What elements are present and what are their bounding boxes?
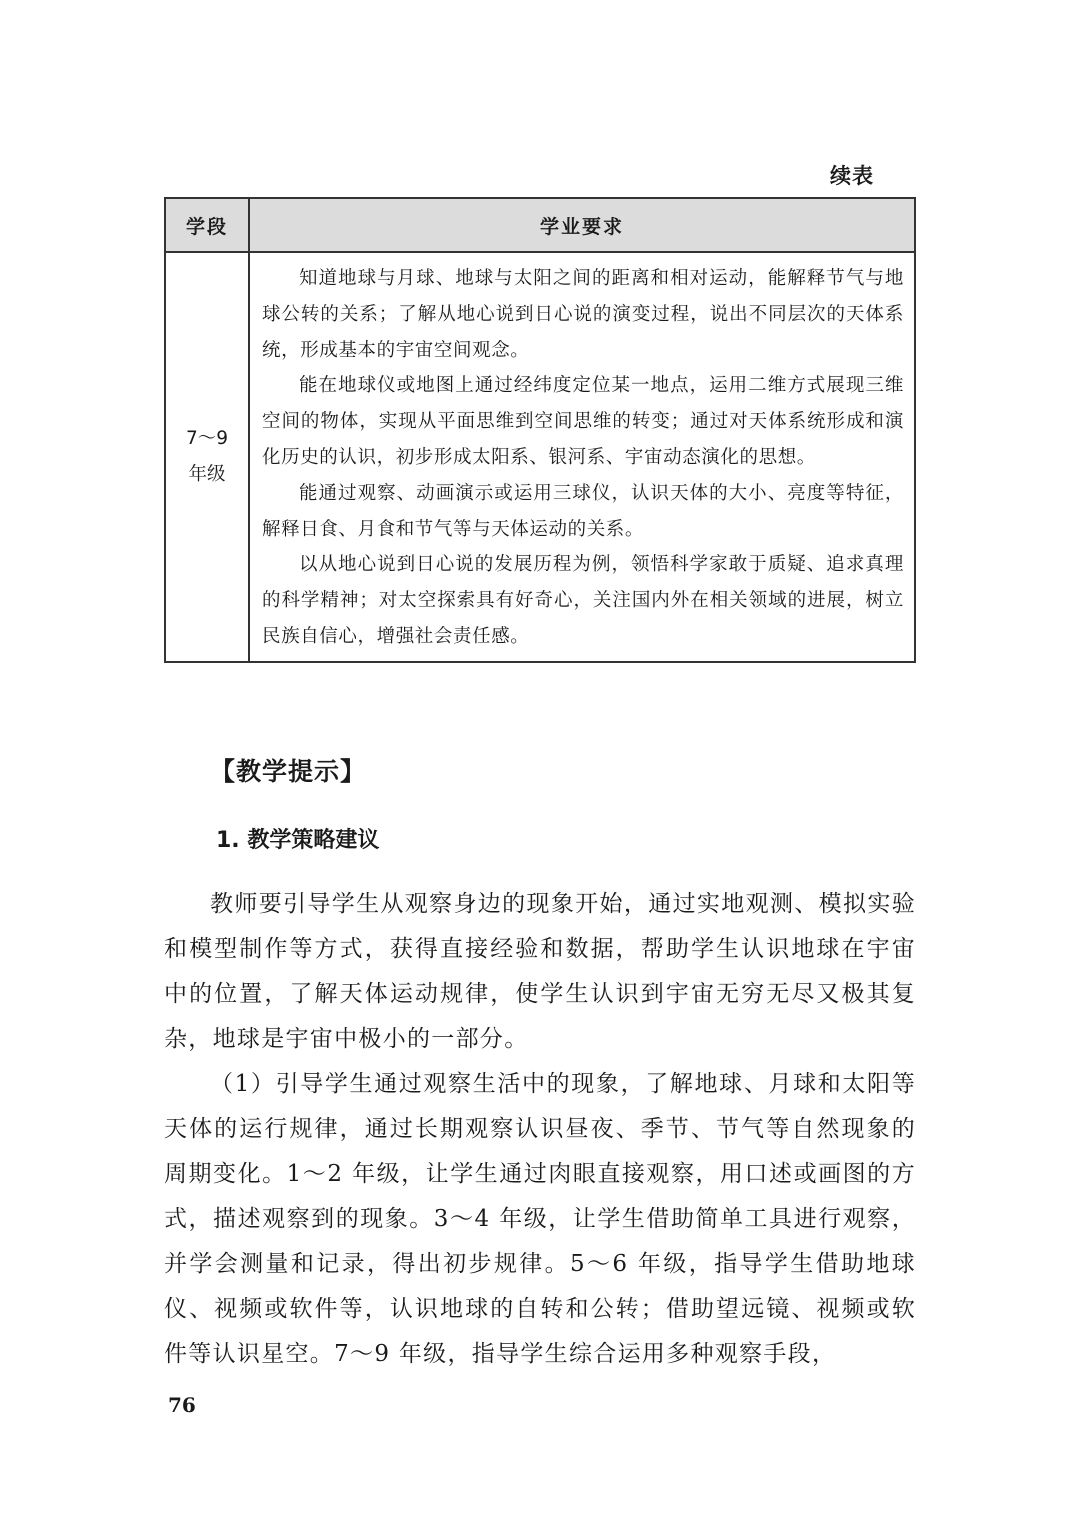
subsection-title-teaching-strategy: 1. 教学策略建议 — [216, 828, 380, 853]
requirement-paragraph-1: 知道地球与月球、地球与太阳之间的距离和相对运动，能解释节气与地球公转的关系；了解从地心说到日心说的演变过程，说出不同层次的天体系统，形成基本的宇宙空间观念。 — [262, 268, 904, 361]
body-text — [164, 882, 916, 1377]
requirement-paragraph-3: 能通过观察、动画演示或运用三球仪，认识天体的大小、亮度等特征，解释日食、月食和节气等与天体运动的关系。 — [262, 482, 904, 540]
body-paragraph-1: 教师要引导学生从观察身边的现象开始，通过实地观测、模拟实验和模型制作等方式，获得直接经验和数据，帮助学生认识地球在宇宙中的位置，了解天体运动规律，使学生认识到宇宙无穷无尽又极其复杂，地球是宇宙中极小的一部分。 — [164, 891, 916, 1052]
table-header-row — [165, 198, 915, 252]
page-number: 76 — [168, 1393, 196, 1417]
header-academic-requirements: 学业要求 — [249, 198, 915, 252]
grade-cell — [165, 252, 249, 662]
section-title-teaching-tips: 【教学提示】 — [210, 757, 367, 786]
grade-range: 7～9 — [185, 427, 229, 449]
requirement-paragraph-4: 以从地心说到日心说的发展历程为例，领悟科学家敢于质疑、追求真理的科学精神；对太空探索具有好奇心，关注国内外在相关领域的进展，树立民族自信心，增强社会责任感。 — [262, 554, 904, 647]
body-paragraph-2: （1）引导学生通过观察生活中的现象，了解地球、月球和太阳等天体的运行规律，通过长期观察认识昼夜、季节、节气等自然现象的周期变化。1～2 年级，让学生通过肉眼直接观察，用口述或画图的方式，描述观察到的现象。3～4 年级，让学生借助简单工具进行观察，并学会测量和记录，得出初步规律。5～6 年级，指导学生借助地球仪、视频或软件等，认识地球的自转和公转；借助望远镜、视频或软件等认识星空。7～9 年级，指导学生综合运用多种观察手段， — [164, 1071, 916, 1367]
requirements-cell — [249, 252, 915, 662]
requirement-paragraph-2: 能在地球仪或地图上通过经纬度定位某一地点，运用二维方式展现三维空间的物体，实现从平面思维到空间思维的转变；通过对天体系统形成和演化历史的认识，初步形成太阳系、银河系、宇宙动态演化的思想。 — [262, 375, 904, 468]
continued-table-label: 续表 — [830, 164, 874, 188]
table-row — [165, 252, 915, 662]
grade-unit: 年级 — [188, 463, 226, 485]
academic-requirements-table — [164, 197, 916, 663]
header-grade-level: 学段 — [165, 198, 249, 252]
